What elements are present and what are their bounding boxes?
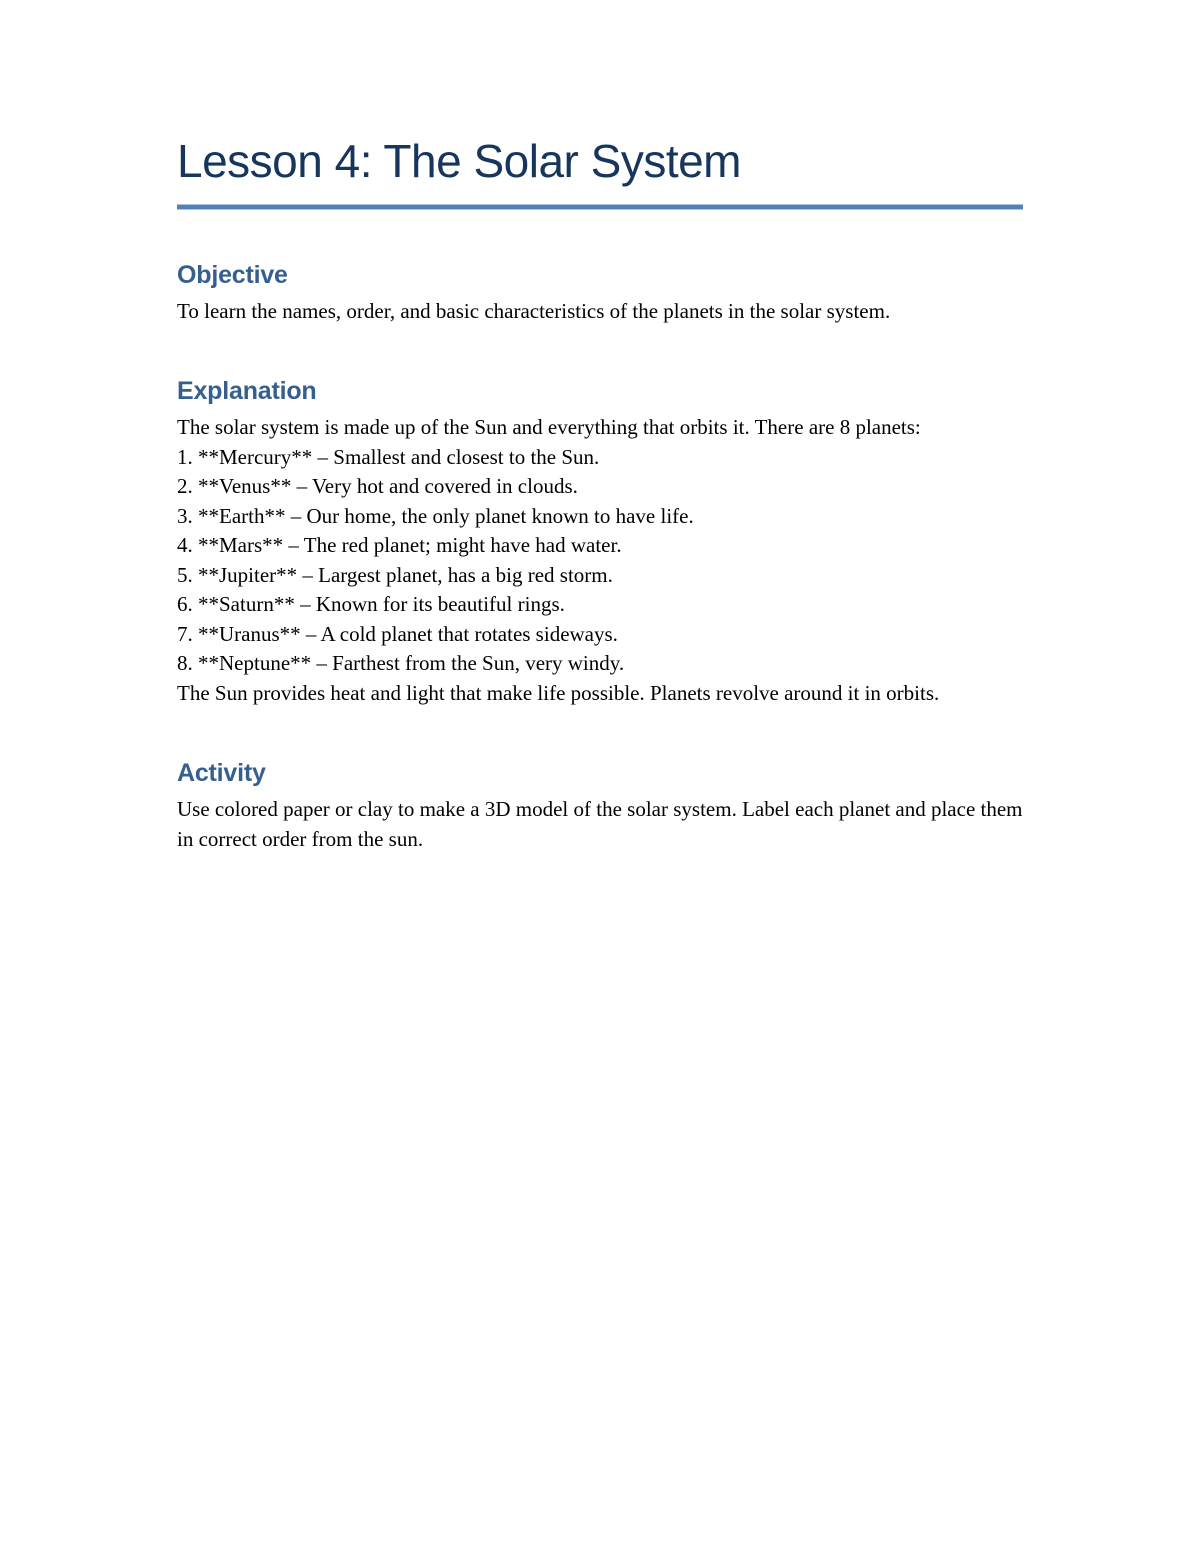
- activity-paragraph: Use colored paper or clay to make a 3D model of the solar system. Label each planet and place them in correct order from the sun.: [177, 797, 1023, 851]
- section-explanation: [177, 376, 1023, 708]
- section-heading-activity: Activity: [177, 759, 266, 788]
- document-title: Lesson 4: The Solar System: [177, 135, 741, 187]
- section-heading-objective: Objective: [177, 260, 288, 289]
- planet-list-line-venus: 2. **Venus** – Very hot and covered in clouds.: [177, 474, 578, 499]
- explanation-closing-line: The Sun provides heat and light that make life possible. Planets revolve around it in orbits.: [177, 680, 940, 705]
- section-activity: [177, 758, 1023, 854]
- planet-list-line-mars: 4. **Mars** – The red planet; might have had water.: [177, 533, 622, 558]
- planet-list-line-mercury: 1. **Mercury** – Smallest and closest to the Sun.: [177, 444, 600, 469]
- planet-list-line-earth: 3. **Earth** – Our home, the only planet known to have life.: [177, 503, 694, 528]
- planet-list-line-uranus: 7. **Uranus** – A cold planet that rotates sideways.: [177, 621, 618, 646]
- section-objective: [177, 260, 1023, 327]
- section-heading-explanation: Explanation: [177, 377, 317, 406]
- planet-list-line-saturn: 6. **Saturn** – Known for its beautiful rings.: [177, 592, 565, 617]
- title-underline-rule: [177, 204, 1023, 210]
- objective-paragraph-line: To learn the names, order, and basic characteristics of the planets in the solar system.: [177, 298, 891, 323]
- planet-list-line-jupiter: 5. **Jupiter** – Largest planet, has a big red storm.: [177, 562, 613, 587]
- explanation-intro-line: The solar system is made up of the Sun and everything that orbits it. There are 8 planets:: [177, 415, 921, 440]
- planet-list-line-neptune: 8. **Neptune** – Farthest from the Sun, very windy.: [177, 651, 625, 676]
